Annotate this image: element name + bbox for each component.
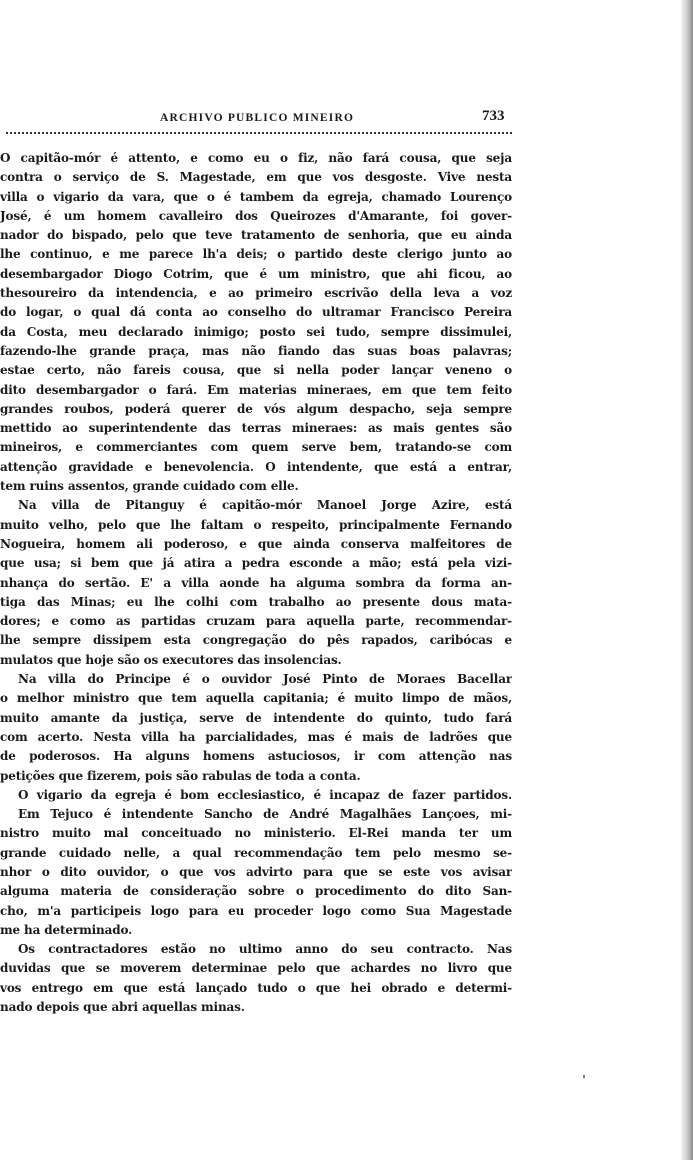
text-line: tem ruins assentos, grande cuidado com elle. xyxy=(0,479,299,494)
text-line: grande cuidado nelle, a qual recommendação tem pelo mesmo se- xyxy=(0,845,512,860)
text-line: nhor o dito ouvidor, o que vos advirto para que se este vos avisar xyxy=(0,864,512,879)
running-head-title: ARCHIVO PUBLICO MINEIRO xyxy=(160,112,355,124)
text-line: alguma materia de consideração sobre o procedimento do dito San- xyxy=(0,884,512,899)
text-line: do logar, o qual dá conta ao conselho do ultramar Francisco Pereira xyxy=(0,305,512,320)
text-line: José, é um homem cavalleiro dos Queirozes d'Amarante, foi gover- xyxy=(0,208,512,223)
text-line: nhança do sertão. E' a villa aonde ha alguma sombra da forma an- xyxy=(0,575,512,590)
text-line: petições que fizerem, pois são rabulas de toda a conta. xyxy=(0,768,361,783)
text-line: Em Tejuco é intendente Sancho de André Magalhães Lançoes, mi- xyxy=(18,807,512,822)
text-line: o melhor ministro que tem aquella capitania; é muito limpo de mãos, xyxy=(0,691,512,706)
text-line: attenção gravidade e benevolencia. O intendente, que está a entrar, xyxy=(0,459,512,474)
text-line: villa o vigario da vara, que o é tambem da egreja, chamado Lourenço xyxy=(0,189,512,204)
text-line: duvidas que se moverem determinae pelo que achardes no livro que xyxy=(0,961,512,976)
text-line: dores; e como as partidas cruzam para aquella parte, recommendar- xyxy=(0,614,512,629)
text-line: de poderosos. Ha alguns homens astuciosos, ir com attenção nas xyxy=(0,749,512,764)
text-line: nistro muito mal conceituado no ministerio. El-Rei manda ter um xyxy=(0,826,512,841)
text-line: vos entrego em que está lançado tudo o que hei obrado e determi- xyxy=(0,980,512,995)
text-line: muito amante da justiça, serve de intendente do quinto, tudo fará xyxy=(0,710,512,725)
text-line: O capitão-mór é attento, e como eu o fiz, não fará cousa, que seja xyxy=(0,151,512,165)
text-line: lhe sempre dissipem esta congregação do pês rapados, caribócas e xyxy=(0,633,512,648)
ink-speck xyxy=(583,1075,585,1078)
text-line: lhe continuo, e me parece lh'a deis; o partido deste clerigo junto ao xyxy=(0,247,512,262)
text-line: dito desembargador o fará. Em materias mineraes, em que tem feito xyxy=(0,382,512,397)
text-line: Os contractadores estão no ultimo anno do seu contracto. Nas xyxy=(18,942,512,957)
text-line: contra o serviço de S. Magestade, em que vos desgoste. Vive nesta xyxy=(0,170,512,185)
text-line: tiga das Minas; eu lhe colhi com trabalho ao presente dous mata- xyxy=(0,594,512,609)
text-line: com acerto. Nesta villa ha parcialidades, mas é mais de ladrões que xyxy=(0,729,512,744)
running-head xyxy=(0,108,512,130)
text-line: muito velho, pelo que lhe faltam o respeito, principalmente Fernando xyxy=(0,517,512,532)
text-line: me ha determinado. xyxy=(0,922,133,937)
text-line: mineiros, e commerciantes com quem serve bem, tratando-se com xyxy=(0,440,512,455)
text-line: mulatos que hoje são os executores das insolencias. xyxy=(0,652,342,667)
text-line: O vigario da egreja é bom ecclesiastico, é incapaz de fazer partidos. xyxy=(18,787,512,802)
text-line: da Costa, meu declarado inimigo; posto sei tudo, sempre dissimulei, xyxy=(0,324,512,339)
text-line: cho, m'a participeis logo para eu proceder logo como Sua Magestade xyxy=(0,903,512,918)
text-line: fazendo-lhe grande praça, mas não fiando das suas boas palavras; xyxy=(0,343,512,358)
text-line: thesoureiro da intendencia, e ao primeiro escrivão della leva a voz xyxy=(0,286,512,301)
text-line: nado depois que abri aquellas minas. xyxy=(0,1000,245,1015)
page-edge-shadow xyxy=(681,0,693,1160)
text-line: mettido ao superintendente das terras mineraes: as mais gentes são xyxy=(0,421,512,436)
text-line: Nogueira, homem ali poderoso, e que ainda conserva malfeitores de xyxy=(0,536,512,551)
text-line: que usa; si bem que já atira a pedra esconde a mão; está pela vizi- xyxy=(0,556,512,571)
page-number: 733 xyxy=(482,108,505,124)
text-line: Na villa de Pitanguy é capitão-mór Manoel Jorge Azire, está xyxy=(18,498,512,513)
header-rule xyxy=(6,132,512,134)
text-line: nador do bispado, pelo que teve tratamento de senhoria, que eu ainda xyxy=(0,228,512,243)
text-line: grandes roubos, poderá querer de vós algum despacho, seja sempre xyxy=(0,401,512,416)
body-text xyxy=(0,149,512,1017)
text-line: desembargador Diogo Cotrim, que é um ministro, que ahi ficou, ao xyxy=(0,266,512,281)
text-line: Na villa do Principe é o ouvidor José Pinto de Moraes Bacellar xyxy=(18,672,512,687)
text-line: estae certo, não fareis cousa, que si nella poder lançar veneno o xyxy=(0,363,512,378)
